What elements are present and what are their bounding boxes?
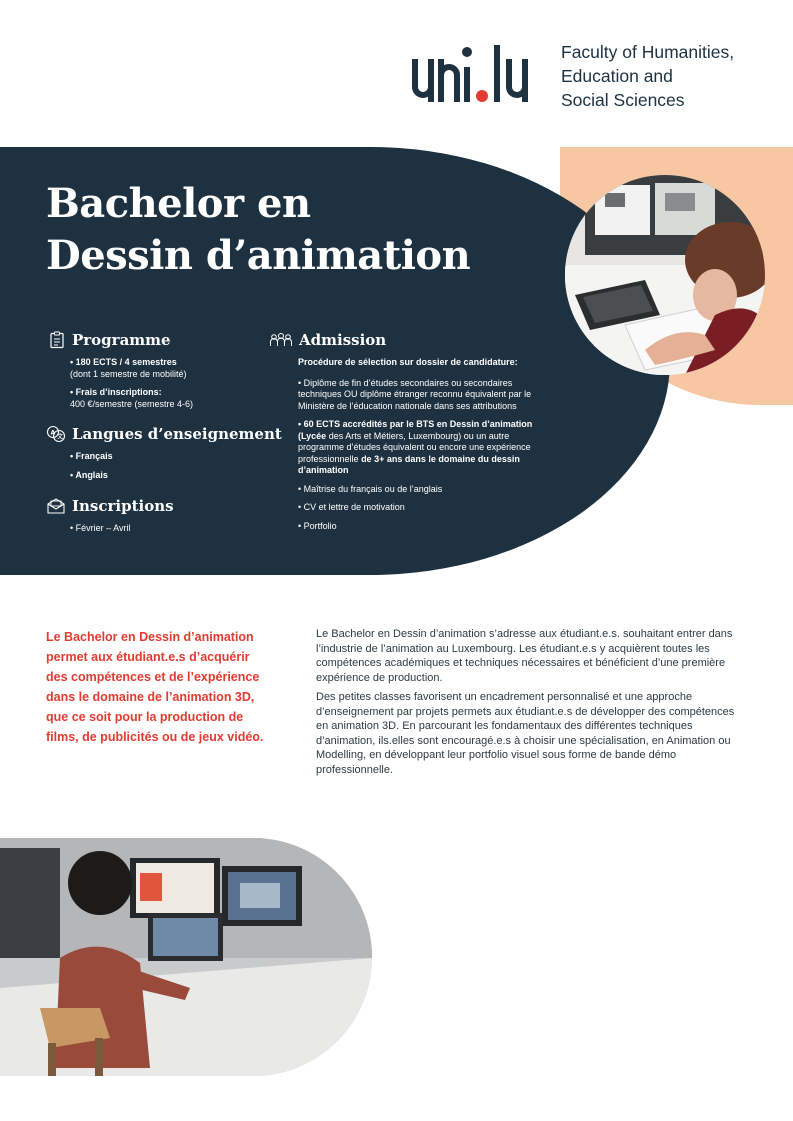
clipboard-icon (48, 331, 66, 349)
translate-icon (46, 425, 66, 443)
langues-heading: A 文 Langues d’enseignement (46, 425, 282, 443)
programme-heading: Programme (48, 331, 171, 349)
svg-text:文: 文 (57, 433, 64, 441)
description-text: Le Bachelor en Dessin d’animation s’adresse aux étudiant.e.s. souhaitant entrer dans l’industrie de l’animation au Luxembourg. Les étudiant.e.s y acquièrent toutes les compétences académiques et techniques nécessaires et bénéficient d’une première expérience de production. Des petites classes favorisent un encadrement personnalisé et une approche d’enseignement par projets permets aux étudiant.e.s de développer des compétences en animation 3D. En parcourant les fondamentaux des différentes techniques d’animation, ils.elles sont encouragé.e.s à choisir une spécialisation, en Animation ou Modelling, en développant leur portfolio visuel sous forme de bande démo professionnelle. (316, 628, 735, 776)
admission-heading: Admission (269, 331, 386, 349)
page-title: Bachelor en Dessin d’animation (46, 180, 471, 279)
student-computer-photo (0, 838, 372, 1076)
svg-text:A: A (50, 429, 56, 437)
lead-paragraph: Le Bachelor en Dessin d’animation permet aux étudiant.e.s d’acquérir des compétences et de l’expérience dans le domaine de l’animation 3D, que ce soit pour la production de films, de publicités ou de jeux vidéo. (46, 630, 264, 744)
admission-details: Procédure de sélection sur dossier de candidature: • Diplôme de fin d’études secondaires ou secondaires techniques OU diplôme étranger reconnu équivalent par le Ministère de l’éducation nationale dans ses attributions • 60 ECTS accrédités par le BTS en Dessin d’animation (Lycée des Arts et Métiers, Luxembourg) ou un autre programme d’études équivalent ou encore une expérience professionnelle de 3+ ans dans le domaine du dessin d’animation • Maîtrise du français ou de l’anglais • CV et lettre de motivation • Portfolio (298, 357, 533, 531)
uni-lu-logo (411, 43, 551, 105)
faculty-name: Faculty of Humanities, Education and Social Sciences (561, 42, 735, 110)
envelope-icon (46, 497, 66, 515)
programme-details: • 180 ECTS / 4 semestres (dont 1 semestre de mobilité) • Frais d’inscriptions: 400 €/semestre (semestre 4-6) (70, 357, 194, 409)
student-drawing-photo (565, 175, 765, 375)
langues-list: • Français • Anglais (70, 451, 113, 480)
inscriptions-heading: Inscriptions (46, 497, 174, 515)
inscriptions-period: • Février – Avril (70, 523, 131, 533)
people-group-icon (269, 332, 293, 348)
